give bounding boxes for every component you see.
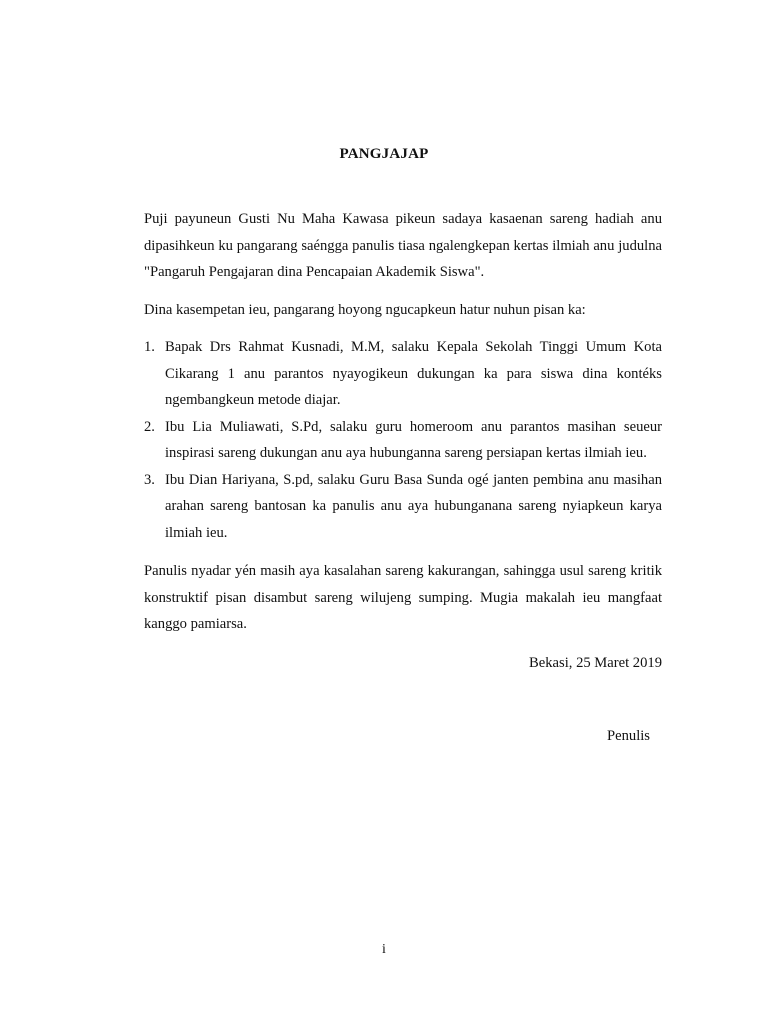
list-item (144, 334, 662, 414)
list-item-number: 2. (144, 418, 155, 435)
author-signature: Penulis (607, 728, 650, 744)
intro-paragraph (144, 206, 662, 286)
closing-paragraph (144, 558, 662, 638)
list-item-text: Ibu Dian Hariyana, S.pd, salaku Guru Basa Sunda ogé janten pembina anu masihan arahan sareng bantosan ka panulis anu aya hubunganana sareng nyiapkeun karya ilmiah ieu. (165, 471, 662, 541)
intro-paragraph-text: Puji payuneun Gusti Nu Maha Kawasa pikeun sadaya kasaenan sareng hadiah anu dipasihkeun ku pangarang saéngga panulis tiasa ngalengkepan kertas ilmiah anu judulna "Pangaruh Pengajaran dina Pencapaian Akademik Siswa". (144, 211, 662, 280)
page-number: i (382, 942, 386, 957)
list-item (144, 414, 662, 467)
list-item (144, 467, 662, 547)
list-item-text: Ibu Lia Muliawati, S.Pd, salaku guru homeroom anu parantos masihan seueur inspirasi sareng dukungan anu aya hubunganna sareng persiapan kertas ilmiah ieu. (165, 418, 662, 461)
list-item-number: 3. (144, 471, 155, 488)
thanks-paragraph-text: Dina kasempetan ieu, pangarang hoyong ngucapkeun hatur nuhun pisan ka: (144, 302, 586, 318)
closing-paragraph-text: Panulis nyadar yén masih aya kasalahan sareng kakurangan, sahingga usul sareng kritik konstruktif pisan disambut sareng wilujeng sumping. Mugia makalah ieu mangfaat kanggo pamiarsa. (144, 563, 662, 632)
list-item-number: 1. (144, 339, 155, 355)
page-title: PANGJAJAP (339, 146, 429, 162)
acknowledgement-list (144, 334, 662, 546)
list-item-text: Bapak Drs Rahmat Kusnadi, M.M, salaku Kepala Sekolah Tinggi Umum Kota Cikarang 1 anu parantos nyayogikeun dukungan ka para siswa dina kontéks ngembangkeun metode diajar. (165, 339, 662, 408)
thanks-paragraph (144, 297, 662, 324)
place-date: Bekasi, 25 Maret 2019 (529, 655, 662, 671)
